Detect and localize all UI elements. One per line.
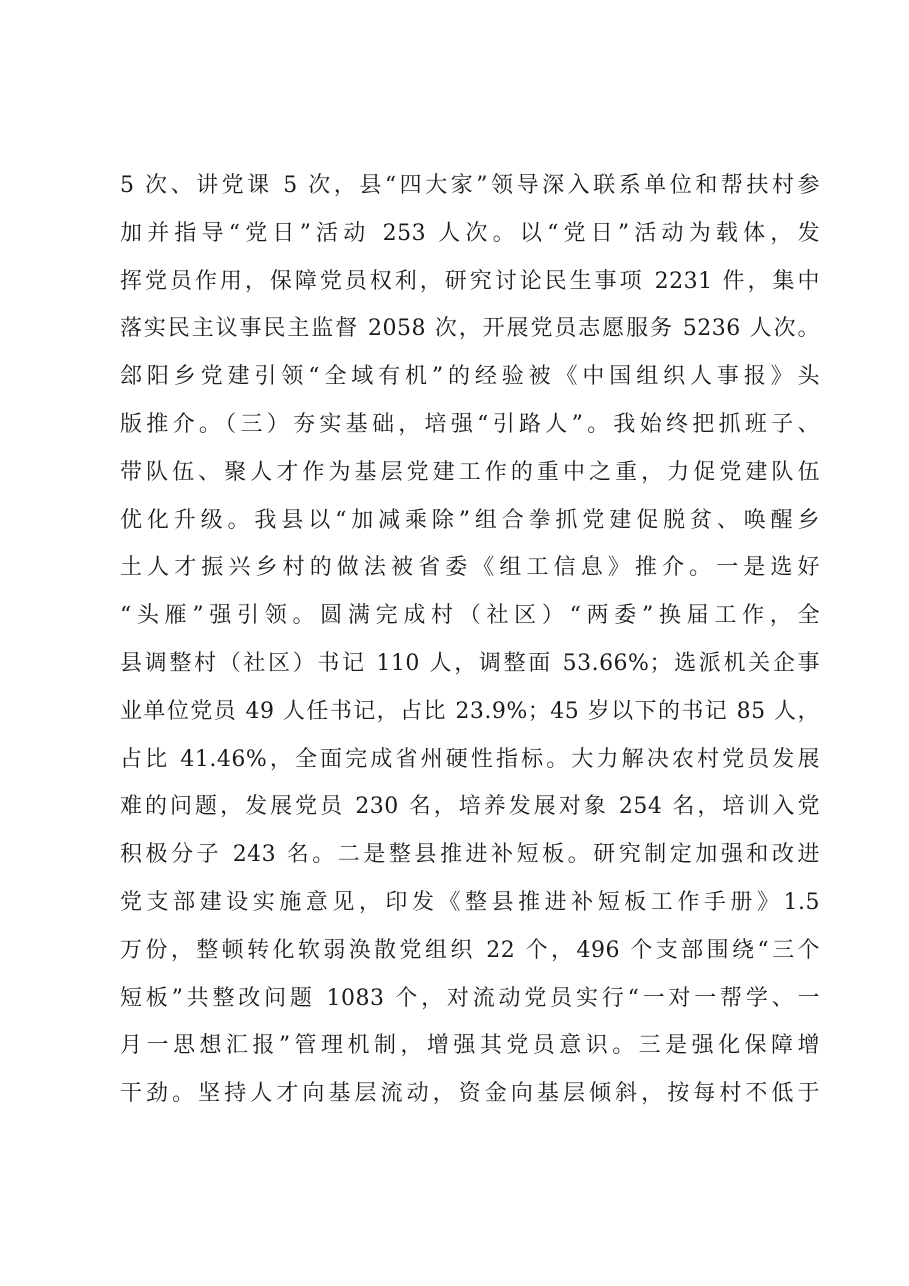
text-line: 加并指导“党日”活动 253 人次。以“党日”活动为载体，发 — [120, 220, 820, 246]
text-line: 万份，整顿转化软弱涣散党组织 22 个，496 个支部围绕“三个 — [120, 937, 820, 963]
text-line: 积极分子 243 名。二是整县推进补短板。研究制定加强和改进 — [120, 842, 820, 868]
text-line: 干劲。坚持人才向基层流动，资金向基层倾斜，按每村不低于 — [120, 1081, 820, 1107]
text-line: 土人才振兴乡村的做法被省委《组工信息》推介。一是选好 — [120, 555, 820, 581]
text-line: 短板”共整改问题 1083 个，对流动党员实行“一对一帮学、一 — [120, 985, 820, 1011]
text-line: 优化升级。我县以“加减乘除”组合拳抓党建促脱贫、唤醒乡 — [120, 507, 820, 533]
text-line: 带队伍、聚人才作为基层党建工作的重中之重，力促党建队伍 — [120, 459, 820, 485]
text-line: 5 次、讲党课 5 次，县“四大家”领导深入联系单位和帮扶村参 — [120, 173, 820, 198]
text-line: 党支部建设实施意见，印发《整县推进补短板工作手册》1.5 — [120, 889, 820, 915]
text-line: 月一思想汇报”管理机制，增强其党员意识。三是强化保障增 — [120, 1033, 820, 1059]
body-paragraph — [120, 162, 820, 1118]
text-line: “头雁”强引领。圆满完成村（社区）“两委”换届工作，全 — [120, 603, 820, 629]
text-line: 占比 41.46%，全面完成省州硬性指标。大力解决农村党员发展 — [120, 746, 820, 772]
text-line: 落实民主议事民主监督 2058 次，开展党员志愿服务 5236 人次。 — [120, 316, 820, 342]
text-line: 县调整村（社区）书记 110 人，调整面 53.66%；选派机关企事 — [120, 650, 820, 676]
text-line: 版推介。（三）夯实基础，培强“引路人”。我始终把抓班子、 — [120, 411, 820, 437]
text-line: 挥党员作用，保障党员权利，研究讨论民生事项 2231 件，集中 — [120, 268, 820, 294]
text-line: 郐阳乡党建引领“全域有机”的经验被《中国组织人事报》头 — [120, 364, 820, 390]
text-line: 业单位党员 49 人任书记，占比 23.9%；45 岁以下的书记 85 人， — [120, 698, 820, 724]
text-line: 难的问题，发展党员 230 名，培养发展对象 254 名，培训入党 — [120, 794, 820, 820]
